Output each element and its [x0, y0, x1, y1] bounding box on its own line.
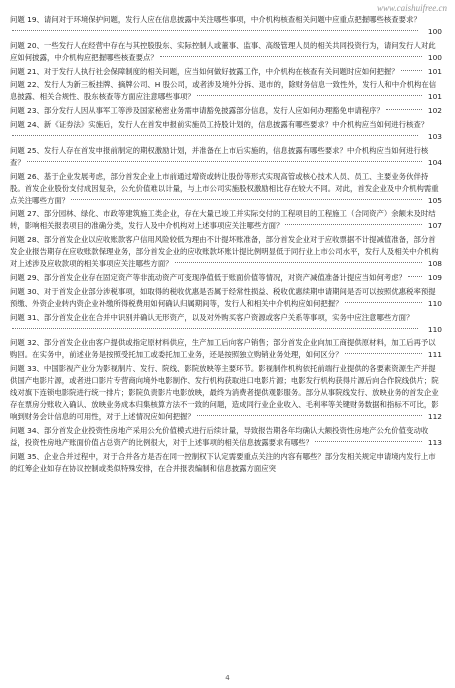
toc-page-number: 108 [427, 259, 442, 269]
toc-entry-text: 问题 33、中国影视产业分为影视制片、发行、院线、影院放映等主要环节。影视制作机构依托前端行业提供的各要素资源生产并提供国产电影片源，或者进口影片专营商向境外电影制作、发行机构获取进口电影片源；电影发行机构获得片源后向合作院线供片；院线对旗下连锁电影院进行统一排片；影院负责影片电影放映，最终为消费者提供观影服务。部分从事院线发行、放映业务的首发企业存在票房分账收入确认、放映业务成本归集核算方法不一致的问题，造成同行业企业收入、毛利率等关键财务数据和指标不可比，影响到财务会计信息的可用性，对于上述情况应如何把握？ [10, 364, 439, 422]
dot-leader [345, 353, 422, 354]
toc-page-number: 113 [427, 437, 442, 447]
toc-entry[interactable] [10, 14, 442, 38]
toc-entry[interactable] [10, 171, 442, 207]
toc-entry-text: 问题 29、部分首发企业存在固定资产等非流动资产可变现净值低于账面价值等情况，对资产减值准备计提应当如何考虑？ [10, 272, 407, 282]
toc-page-number: 112 [427, 412, 442, 422]
toc-page-number: 111 [427, 350, 442, 360]
toc-entry-text: 问题 24、新《证券法》实施后，发行人在首发申报前实施员工持股计划的，信息披露有哪些要求？中介机构应当如何进行核查？ [10, 119, 429, 129]
toc-entry[interactable] [10, 66, 442, 78]
toc-page-number: 100 [427, 27, 442, 36]
toc-entry[interactable] [10, 79, 442, 103]
toc-entry[interactable] [10, 272, 442, 284]
toc-entry[interactable] [10, 312, 442, 336]
dot-leader [12, 30, 418, 31]
toc-entry-text: 问题 25、发行人存在首发申报前制定的期权激励计划，并准备在上市后实施的，信息披露有哪些要求？中介机构应当如何进行核查？ [10, 145, 429, 167]
toc-entry-text: 问题 30、对于首发企业部分涉税事项，如取得的税收优惠是否属于经常性损益、税收优惠续期申请期间是否可以按照优惠税率预提预缴、外资企业转内资企业补缴所得税费用如何确认归属期间等，发行人和相关中介机构应如何把握？ [10, 286, 436, 308]
toc-entry-text: 问题 32、部分首发企业由客户提供或指定原材料供应，生产加工后向客户销售；部分首发企业向加工商提供原材料，加工后再予以购回。在实务中，前述业务是按照受托加工或委托加工业务，还是按照独立购销业务处理，如何区分？ [10, 338, 436, 360]
toc-page-number: 100 [427, 52, 442, 62]
toc-entry-text: 问题 26、基于企业发展考虑，部分首发企业上市前通过增资或转让股份等形式实现高管或核心技术人员、员工、主要业务伙伴持股。首发企业股份支付成因复杂，公允价值难以计量，与上市公司实施股权激励相比存在较大不同。对此，首发企业及中介机构需重点关注哪些方面？ [10, 171, 439, 205]
toc-entry[interactable] [10, 286, 442, 310]
table-of-contents [10, 14, 442, 477]
dot-leader [315, 441, 422, 442]
toc-entry[interactable] [10, 451, 442, 475]
dot-leader [386, 109, 422, 110]
dot-leader [160, 56, 422, 57]
toc-entry-text: 问题 35、企业合并过程中，对于合并各方是否在同一控制权下认定需要重点关注的内容有哪些？部分发相关规定申请境内发行上市的红筹企业如存在协议控制或类似特殊安排，在合并报表编制和信息披露方面应突 [10, 451, 436, 473]
dot-leader [12, 328, 418, 329]
toc-page-number: 107 [427, 221, 442, 231]
toc-entry[interactable] [10, 119, 442, 143]
dot-leader [12, 135, 418, 136]
toc-entry-text: 问题 27、部分园林、绿化、市政等建筑施工类企业，存在大量已竣工并实际交付的工程项目的工程施工（合同资产）余额未及时结转，影响相关报表项目的准确分类，发行人及中介机构对上述事项应关注哪些方面？ [10, 209, 436, 231]
dot-leader [285, 224, 421, 225]
toc-page-number: 110 [427, 324, 442, 334]
toc-page-number: 109 [427, 272, 442, 282]
toc-entry-text: 问题 21、对于发行人执行社会保障制度的相关问题，应当如何做好披露工作，中介机构在核查有关问题时应如何把握？ [10, 66, 399, 76]
dot-leader [401, 70, 422, 71]
dot-leader [197, 95, 422, 96]
toc-page-number: 104 [427, 157, 442, 167]
toc-entry-text: 问题 34、部分首发企业投资性房地产采用公允价值模式进行后续计量，导致报告期各年均确认大额投资性房地产公允价值变动收益，投资性房地产账面价值占总资产的比例很大，对于上述事项的相关信息披露要求有哪些？ [10, 425, 429, 447]
dot-leader [345, 302, 422, 303]
toc-entry-text: 问题 20、一些发行人在经营中存在与其控股股东、实际控制人或董事、监事、高级管理人员的相关共同投资行为，请问发行人对此应如何披露，中介机构应把握哪些核查要点？ [10, 40, 436, 62]
dot-leader [27, 161, 422, 162]
toc-page-number: 103 [427, 131, 442, 141]
toc-entry[interactable] [10, 337, 442, 361]
toc-entry[interactable] [10, 145, 442, 169]
dot-leader [408, 276, 422, 277]
toc-entry-text: 问题 23、部分发行人因从事军工等涉及国家秘密业务需申请豁免披露部分信息，发行人应如何办理豁免申请程序？ [10, 106, 384, 116]
toc-entry-text: 问题 28、部分首发企业以应收账款客户信用风险较低为理由不计提坏账准备，部分首发企业对于应收票据不计提减值准备，部分首发企业报告期存在应收账款保理业务，部分首发企业的应收账款坏账计提比例明显低于同行业上市公司水平，发行人及相关中介机构对上述涉及应收款项的相关事项应关注哪些方面？ [10, 235, 439, 269]
dot-leader [71, 199, 422, 200]
toc-entry[interactable] [10, 425, 442, 449]
toc-page-number: 101 [427, 66, 442, 76]
site-watermark: www.caishuifree.cn [377, 3, 447, 13]
toc-entry[interactable] [10, 208, 442, 232]
toc-entry-text: 问题 19、请问对于环境保护问题，发行人应在信息披露中关注哪些事项，中介机构核查相关问题中应重点把握哪些核查要求？ [10, 15, 421, 24]
toc-entry[interactable] [10, 363, 442, 423]
toc-page-number: 101 [427, 92, 442, 102]
toc-page-number: 102 [427, 106, 442, 116]
toc-entry[interactable] [10, 40, 442, 64]
toc-entry[interactable] [10, 234, 442, 270]
toc-entry-text: 问题 31、部分首发企业在合并中识别并确认无形资产，以及对外购买客户资源或客户关系等事项，实务中应注意哪些方面？ [10, 312, 414, 322]
toc-entry-text: 问题 22、发行人为新三板挂牌、摘牌公司、H 股公司，或者涉及境外分拆、退市的，除财务信息一致性外，发行人和中介机构在信息披露、相关合规性、股东核查等方面应注意哪些事项？ [10, 80, 437, 102]
toc-entry[interactable] [10, 105, 442, 117]
dot-leader [175, 262, 422, 263]
page-number: 4 [225, 674, 230, 682]
toc-page-number: 105 [427, 195, 442, 205]
toc-page-number: 110 [427, 298, 442, 308]
dot-leader [197, 415, 422, 416]
